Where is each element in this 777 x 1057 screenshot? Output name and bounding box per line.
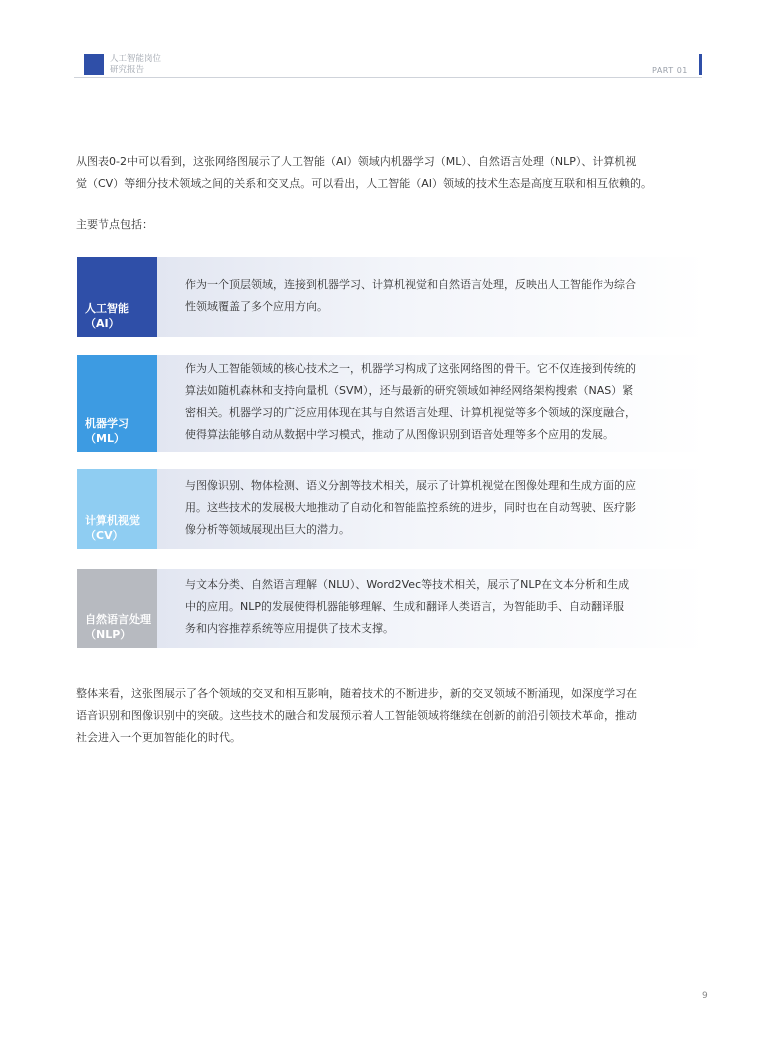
card-text-line: 与文本分类、自然语言理解（NLU）、Word2Vec等技术相关，展示了NLP在文本分析和生成 [185,578,630,591]
header-title-line2: 研究报告 [110,65,145,75]
card-label-title: 机器学习 [85,417,129,430]
card-text-line: 像分析等领域展现出巨大的潜力。 [185,523,350,536]
conclusion-line: 语音识别和图像识别中的突破。这些技术的融合和发展预示着人工智能领域将继续在创新的前沿引领技术革命，推动 [76,709,637,722]
card-label [77,569,157,648]
node-card-cv [77,469,707,549]
conclusion-paragraph [76,683,706,749]
card-label-abbr: （AI） [85,317,120,330]
card-label-title: 自然语言处理 [85,613,151,626]
intro-line: 觉（CV）等细分技术领域之间的关系和交叉点。可以看出，人工智能（AI）领域的技术生态是高度互联和相互依赖的。 [76,177,652,190]
card-label [77,469,157,549]
card-text-line: 作为人工智能领域的核心技术之一，机器学习构成了这张网络图的骨干。它不仅连接到传统的 [185,362,636,375]
card-description [185,475,685,541]
node-card-ai [77,257,707,337]
header-logo-block [84,54,104,75]
intro-line: 从图表0-2中可以看到，这张网络图展示了人工智能（AI）领域内机器学习（ML）、自然语言处理（NLP）、计算机视 [76,155,637,168]
card-text-line: 密相关。机器学习的广泛应用体现在其与自然语言处理、计算机视觉等多个领域的深度融合， [185,406,636,419]
card-description [185,274,685,318]
header-accent-bar [699,54,702,75]
card-label-title: 人工智能 [85,302,129,315]
header-divider [74,77,702,78]
conclusion-line: 社会进入一个更加智能化的时代。 [76,731,241,744]
card-text-line: 务和内容推荐系统等应用提供了技术支撑。 [185,622,394,635]
page-number: 9 [702,991,708,1001]
node-card-nlp [77,569,707,648]
intro-paragraph [76,151,706,195]
card-text-line: 使得算法能够自动从数据中学习模式，推动了从图像识别到语音处理等多个应用的发展。 [185,428,614,441]
card-label [77,257,157,337]
card-text-line: 性领域覆盖了多个应用方向。 [185,300,328,313]
card-description [185,574,685,640]
conclusion-line: 整体来看，这张图展示了各个领域的交叉和相互影响，随着技术的不断进步，新的交叉领域不断涌现，如深度学习在 [76,687,637,700]
card-label [77,355,157,452]
card-text-line: 与图像识别、物体检测、语义分割等技术相关，展示了计算机视觉在图像处理和生成方面的应 [185,479,636,492]
card-label-title: 计算机视觉 [85,514,140,527]
node-card-ml [77,355,707,452]
card-label-abbr: （NLP） [85,628,132,641]
header-title-line1: 人工智能岗位 [110,54,162,64]
card-text-line: 用。这些技术的发展极大地推动了自动化和智能监控系统的进步，同时也在自动驾驶、医疗影 [185,501,636,514]
nodes-heading: 主要节点包括： [76,218,153,231]
card-text-line: 算法如随机森林和支持向量机（SVM），还与最新的研究领域如神经网络架构搜索（NAS）紧 [185,384,634,397]
card-text-line: 作为一个顶层领域，连接到机器学习、计算机视觉和自然语言处理，反映出人工智能作为综合 [185,278,636,291]
header-part-label: PART 01 [652,66,688,75]
card-text-line: 中的应用。NLP的发展使得机器能够理解、生成和翻译人类语言，为智能助手、自动翻译服 [185,600,624,613]
card-label-abbr: （CV） [85,529,124,542]
card-label-abbr: （ML） [85,432,125,445]
card-description [185,358,685,446]
